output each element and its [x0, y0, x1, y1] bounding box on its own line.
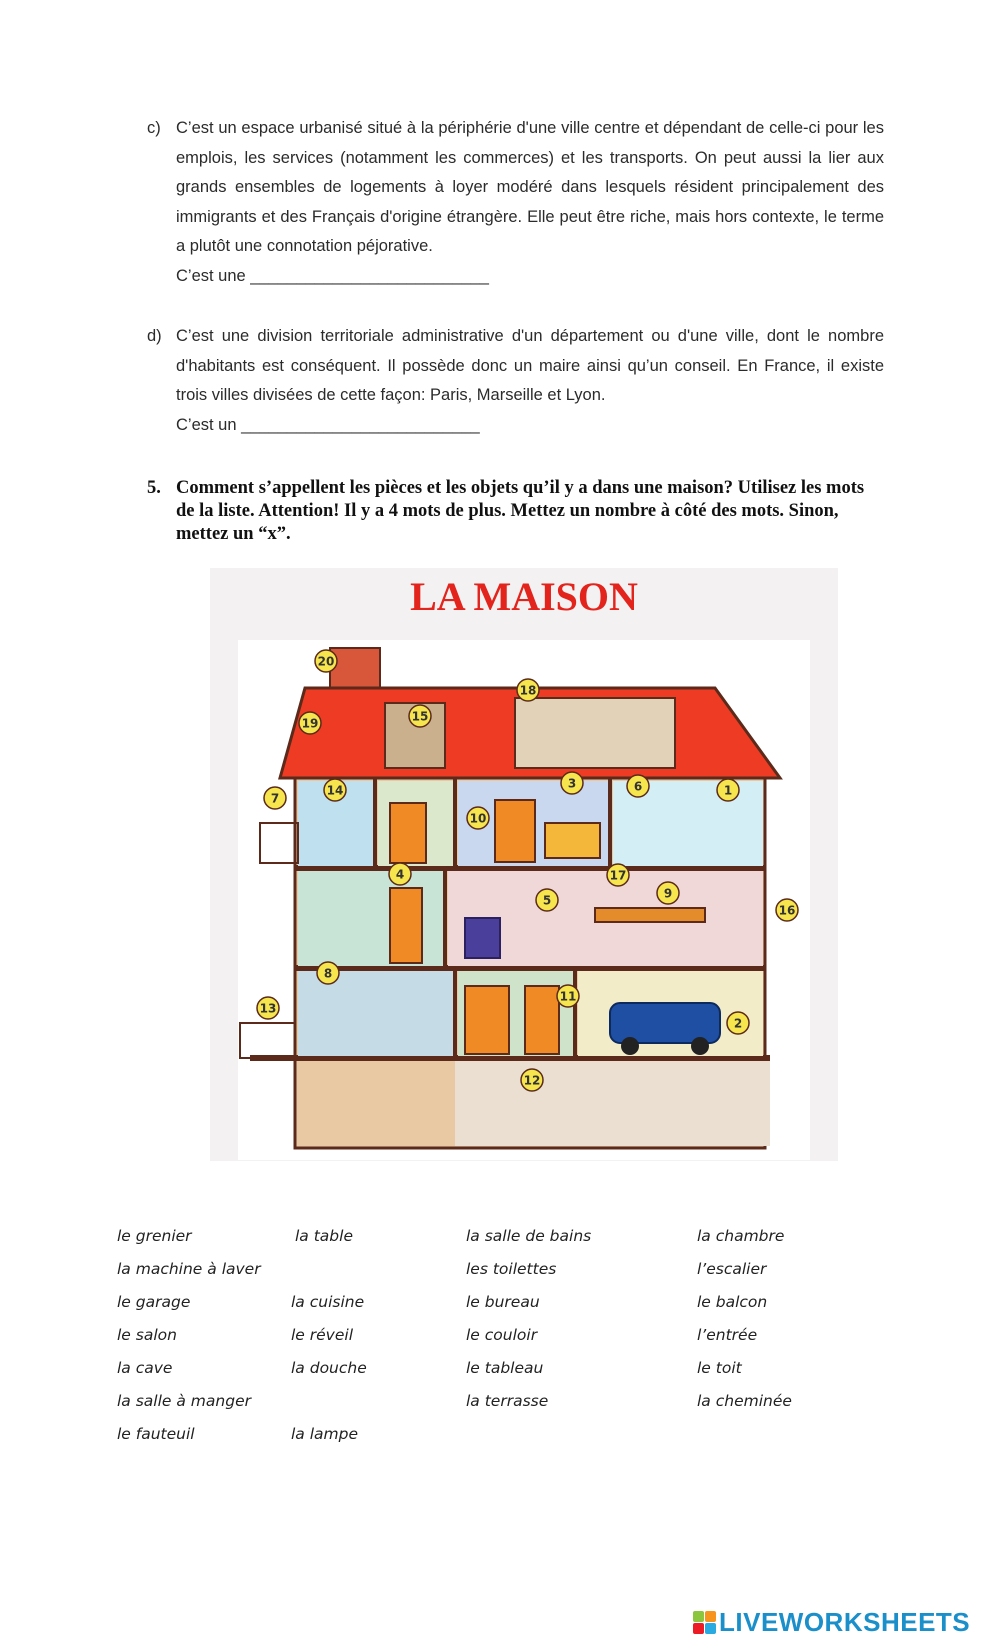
number-badge-label: 17 — [609, 868, 627, 883]
number-badge-label: 6 — [633, 779, 643, 794]
word-col3-item: les toilettes — [466, 1260, 557, 1278]
number-badge-label: 3 — [567, 776, 577, 791]
item-d-text: C’est une division territoriale administrative d'un département ou d'une ville, dont le nombre d'habitants est conséquent. Il possède donc un maire ainsi qu’un conseil. En France, il existe trois villes divisées de cette façon: Paris, Marseille et Lyon. — [176, 327, 884, 405]
item-c-answer: C’est une __________________________ — [176, 266, 489, 285]
front-door — [525, 986, 559, 1054]
number-badge-label: 10 — [469, 811, 487, 826]
cellar-room — [455, 1061, 770, 1146]
word-col2-item: la table — [295, 1227, 353, 1245]
number-badge-label: 1 — [723, 783, 733, 798]
logo-mark-icon — [693, 1611, 716, 1634]
number-badge-label: 13 — [259, 1001, 277, 1016]
number-badge-label: 12 — [523, 1073, 541, 1088]
attic-storage — [515, 698, 675, 768]
number-badge-label: 18 — [519, 683, 537, 698]
word-col4-item: le balcon — [697, 1293, 768, 1311]
item-c — [147, 114, 884, 292]
number-badge-label: 15 — [411, 709, 429, 724]
word-col4-item: la cheminée — [697, 1392, 792, 1410]
number-badge-label: 2 — [733, 1016, 743, 1031]
number-badge-label: 16 — [778, 903, 796, 918]
word-col2-item: la cuisine — [291, 1293, 365, 1311]
car-wheel — [691, 1037, 709, 1055]
door — [390, 888, 422, 963]
house-illustration — [210, 568, 838, 1161]
question-5-text: Comment s’appellent les pièces et les objets qu’il y a dans une maison? Utilisez les mots de la liste. Attention! Il y a 4 mots de plus. Mettez un nombre à côté des mots. Sinon, mettez un “x”. — [176, 478, 865, 544]
word-col1-item: le salon — [117, 1326, 177, 1344]
word-col3-item: la terrasse — [466, 1392, 549, 1410]
number-badge-label: 5 — [542, 893, 552, 908]
word-col1-item: le fauteuil — [117, 1425, 195, 1443]
word-col2-item: la douche — [291, 1359, 367, 1377]
word-col1-item: la cave — [117, 1359, 173, 1377]
item-d-letter: d) — [147, 327, 162, 345]
word-col3-item: le bureau — [466, 1293, 540, 1311]
number-badge-label: 11 — [559, 989, 577, 1004]
word-col1-item: la salle à manger — [117, 1392, 251, 1410]
number-badge-label: 4 — [395, 867, 405, 882]
item-c-letter: c) — [147, 119, 161, 137]
armchair — [465, 918, 500, 958]
wardrobe — [495, 800, 535, 862]
word-col1-item: la machine à laver — [117, 1260, 261, 1278]
number-badge-label: 7 — [270, 791, 280, 806]
number-badge-label: 20 — [317, 654, 335, 669]
door — [390, 803, 426, 863]
word-col2-item: la lampe — [291, 1425, 359, 1443]
bed — [545, 823, 600, 858]
number-badge-label: 8 — [323, 966, 333, 981]
question-5-number: 5. — [147, 478, 161, 498]
question-5 — [147, 477, 887, 545]
word-col2-item: le réveil — [291, 1326, 353, 1344]
office-room — [298, 971, 453, 1056]
number-badge-label: 19 — [301, 716, 319, 731]
word-col4-item: le toit — [697, 1359, 742, 1377]
logo-brand-text: LIVEWORKSHEETS — [719, 1606, 971, 1637]
word-col3-item: le tableau — [466, 1359, 544, 1377]
item-c-text: C’est un espace urbanisé situé à la périphérie d'une ville centre et dépendant de celle-ci pour les emplois, les services (notamment les commerces) et les transports. On peut aussi la lier aux grands ensembles de logements à loyer modéré dans lesquels résident principalement des immigrants et des Français d'origine étrangère. Elle peut être riche, mais hors contexte, le terme a plutôt une connotation péjorative. — [176, 119, 884, 256]
word-col4-item: l’escalier — [697, 1260, 767, 1278]
number-badge-label: 14 — [326, 783, 344, 798]
liveworksheets-logo — [693, 1607, 970, 1637]
item-d — [147, 322, 884, 440]
car — [610, 1003, 720, 1043]
word-col3-item: la salle de bains — [466, 1227, 592, 1245]
item-d-answer: C’est un __________________________ — [176, 415, 480, 434]
dining-table — [595, 908, 705, 922]
word-col4-item: la chambre — [697, 1227, 785, 1245]
word-col1-item: le grenier — [117, 1227, 192, 1245]
figure-title: LA MAISON — [410, 574, 638, 619]
car-wheel — [621, 1037, 639, 1055]
word-col1-item: le garage — [117, 1293, 191, 1311]
cupboard — [465, 986, 509, 1054]
house-drawing — [210, 568, 838, 1161]
word-col4-item: l’entrée — [697, 1326, 758, 1344]
word-col3-item: le couloir — [466, 1326, 538, 1344]
number-badge-label: 9 — [663, 886, 673, 901]
